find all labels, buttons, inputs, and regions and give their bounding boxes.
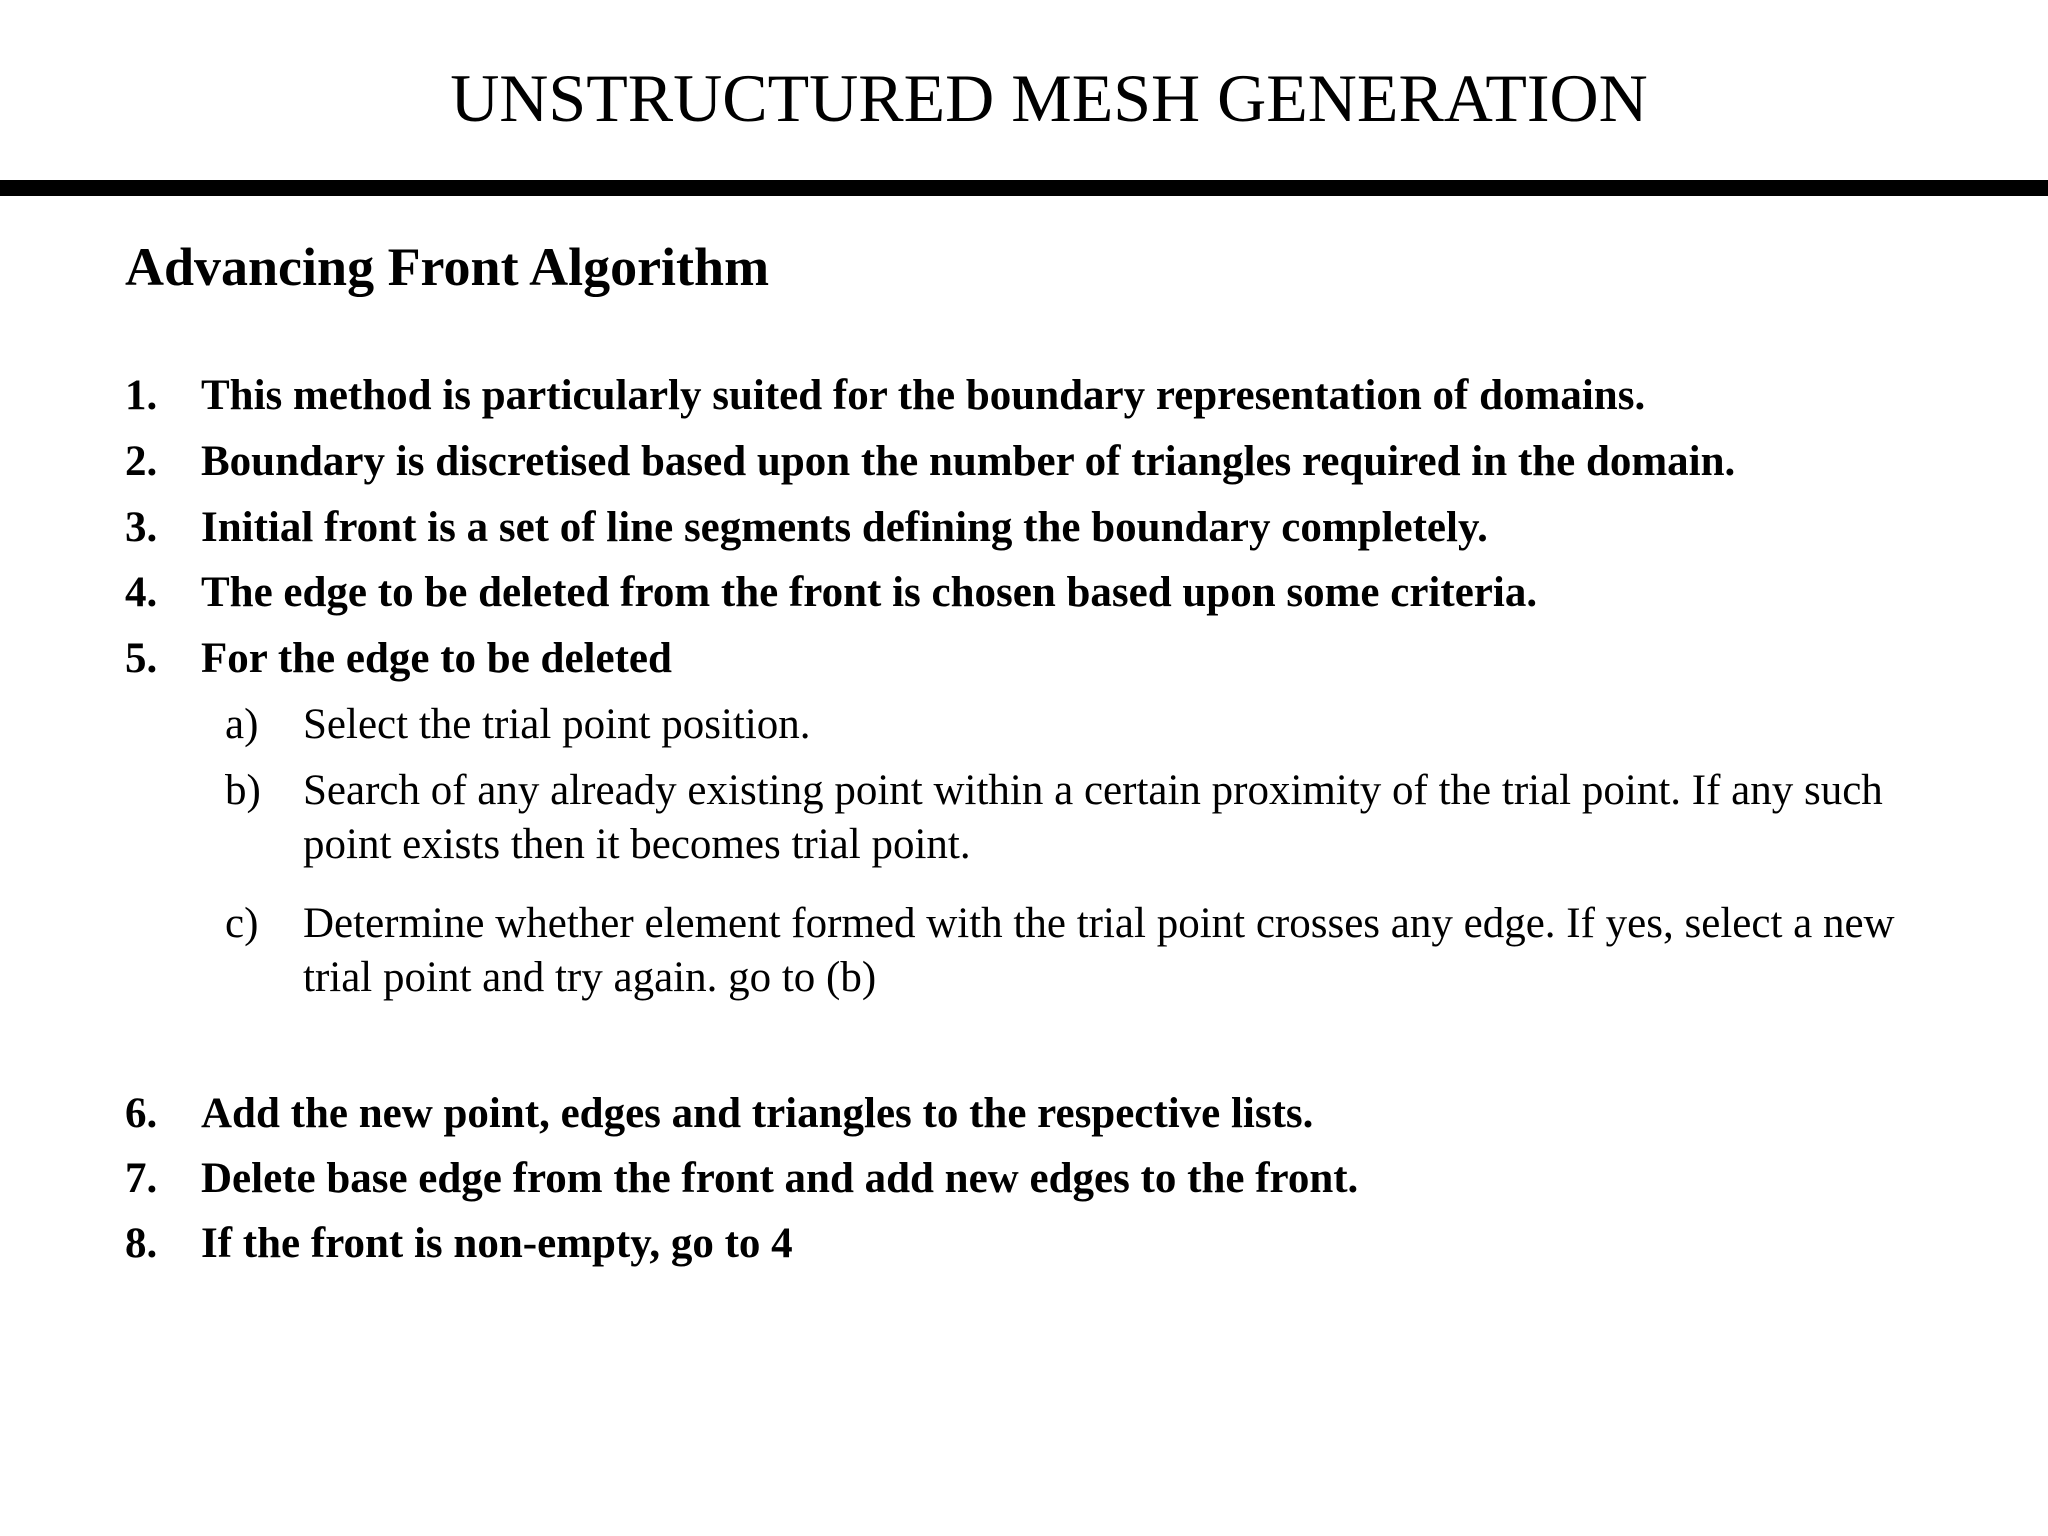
list-text: Boundary is discretised based upon the number of triangles required in the domain. [201,438,1736,485]
list-item-8 [125,1218,793,1270]
title-divider [0,180,2048,196]
list-text: The edge to be deleted from the front is chosen based upon some criteria. [201,569,1538,616]
list-text: Add the new point, edges and triangles to the respective lists. [201,1090,1314,1137]
sub-item-text: Determine whether element formed with the trial point crosses any edge. If yes, select a new trial point and try again. go to (b) [303,900,1895,1001]
list-number: 8. [125,1220,158,1267]
sub-item-letter: b) [225,767,261,814]
list-text: This method is particularly suited for the boundary representation of domains. [201,372,1646,419]
section-heading: Advancing Front Algorithm [125,237,770,297]
sub-item-text: Select the trial point position. [303,701,811,748]
sub-item-a [225,698,1925,752]
slide-title: UNSTRUCTURED MESH GENERATION [450,60,1648,136]
list-text: Initial front is a set of line segments defining the boundary completely. [201,504,1488,551]
list-number: 6. [125,1090,158,1137]
sub-item-text: Search of any already existing point within a certain proximity of the trial point. If any such point exists then it becomes trial point. [303,767,1883,868]
list-number: 5. [125,635,158,682]
sub-item-letter: a) [225,701,259,748]
list-item-1 [125,370,1645,422]
list-text: For the edge to be deleted [201,635,672,682]
list-number: 7. [125,1155,158,1202]
list-item-7 [125,1153,1358,1205]
list-item-6 [125,1088,1313,1140]
list-item-2 [125,436,1735,488]
list-number: 1. [125,372,158,419]
sub-item-c [225,897,1925,1005]
list-item-3 [125,502,1488,554]
list-text: Delete base edge from the front and add new edges to the front. [201,1155,1359,1202]
sub-item-letter: c) [225,900,259,947]
list-text: If the front is non-empty, go to 4 [201,1220,793,1267]
list-item-5 [125,633,672,685]
list-number: 2. [125,438,158,485]
sub-item-b [225,764,1925,872]
list-item-4 [125,567,1537,619]
list-number: 4. [125,569,158,616]
list-number: 3. [125,504,158,551]
